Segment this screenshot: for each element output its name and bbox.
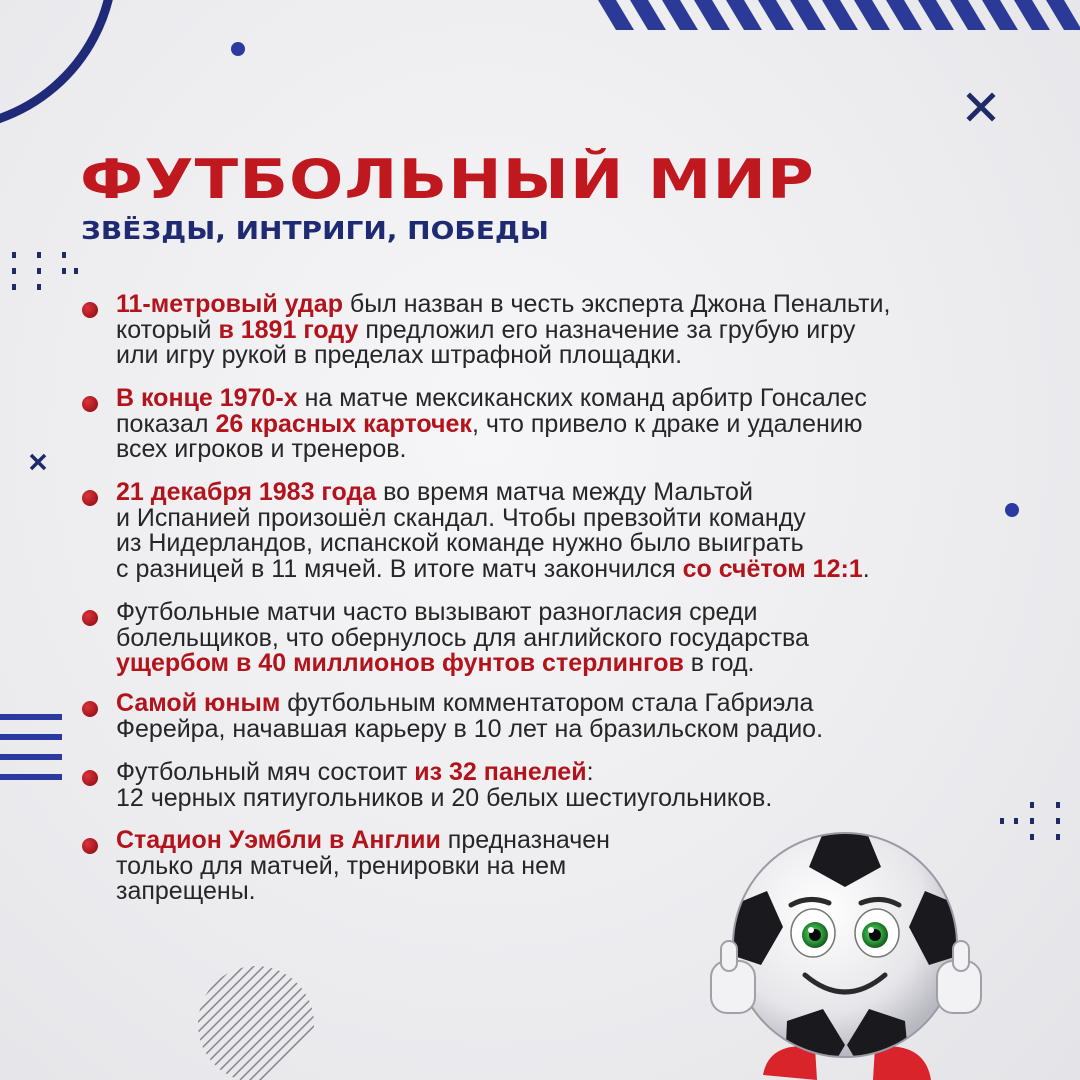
page-subtitle: ЗВЁЗДЫ, ИНТРИГИ, ПОБЕДЫ bbox=[81, 216, 549, 245]
fact-item: Футбольные матчи часто вызывают разногласия среди болельщиков, что обернулось для английского государства ущербом в 40 миллионов фунтов стерлингов в год. bbox=[116, 598, 809, 678]
football-mascot bbox=[705, 795, 985, 1080]
dot-decoration bbox=[231, 42, 245, 56]
close-icon bbox=[28, 452, 48, 472]
fact-item: 21 декабря 1983 года во время матча между Мальтой и Испанией произошёл скандал. Чтобы превзойти команду из Нидерландов, испанской команде нужно было выиграть с разницей в 11 мячей. В итоге матч закончился со счётом 12:1. bbox=[116, 478, 870, 584]
arc-decoration bbox=[0, 0, 140, 140]
stripes-decoration bbox=[590, 0, 1080, 36]
page-title: ФУТБОЛЬНЫЙ МИР bbox=[80, 148, 815, 211]
bullet-icon bbox=[82, 770, 98, 786]
bullet-icon bbox=[82, 302, 98, 318]
hatched-circle-decoration bbox=[196, 964, 316, 1080]
lines-decoration bbox=[0, 712, 64, 782]
bullet-icon bbox=[82, 838, 98, 854]
fact-item: В конце 1970-х на матче мексиканских команд арбитр Гонсалес показал 26 красных карточек, что привело к драке и удалению всех игроков и тренеров. bbox=[116, 384, 867, 464]
bullet-icon bbox=[82, 396, 98, 412]
bullet-icon bbox=[82, 610, 98, 626]
fact-item: 11-метровый удар был назван в честь эксперта Джона Пенальти, который в 1891 году предложил его назначение за грубую игру или игру рукой в пределах штрафной площадки. bbox=[116, 290, 891, 370]
bullet-icon bbox=[82, 701, 98, 717]
dots-grid-decoration bbox=[12, 252, 82, 294]
dots-grid-decoration bbox=[1000, 802, 1070, 844]
close-icon bbox=[966, 92, 996, 122]
fact-item: Самой юным футбольным комментатором стала Габриэла Ферейра, начавшая карьеру в 10 лет на бразильском радио. bbox=[116, 689, 824, 743]
dot-decoration bbox=[1005, 503, 1019, 517]
fact-item: Стадион Уэмбли в Англии предназначен только для матчей, тренировки на нем запрещены. bbox=[116, 826, 610, 906]
bullet-icon bbox=[82, 490, 98, 506]
fact-item: Футбольный мяч состоит из 32 панелей: 12 черных пятиугольников и 20 белых шестиугольников. bbox=[116, 758, 773, 812]
